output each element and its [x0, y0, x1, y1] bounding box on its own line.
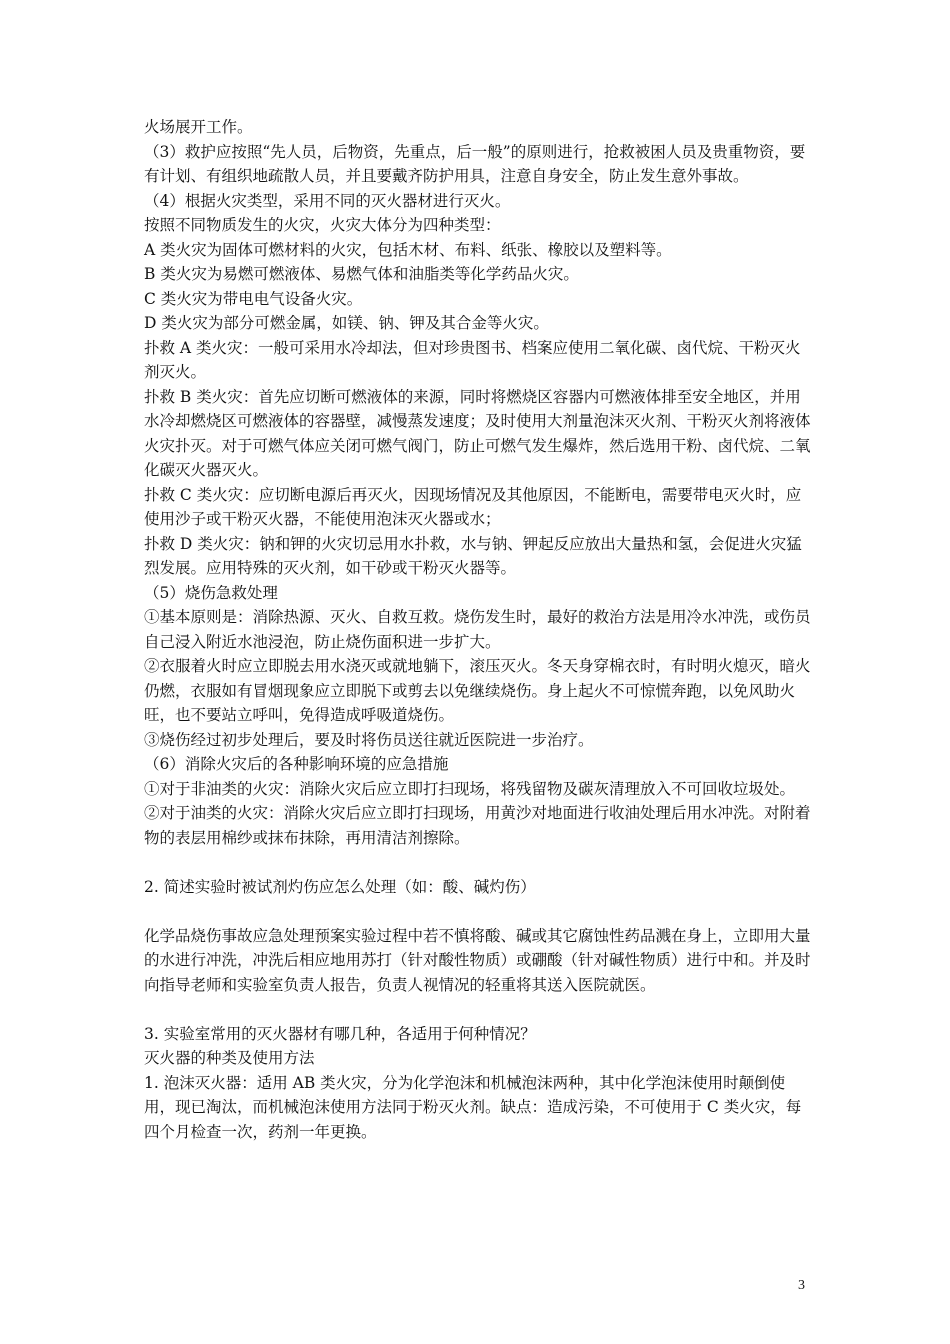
paragraph: 扑救 B 类火灾：首先应切断可燃液体的来源，同时将燃烧区容器内可燃液体排至安全地区，并用水冷却燃烧区可燃液体的容器壁，减慢蒸发速度；及时使用大剂量泡沫灭火剂、干粉灭火剂将液体火灾扑灭。对于可燃气体应关闭可燃气阀门，防止可燃气发生爆炸，然后选用干粉、卤代烷、二氧化碳灭火器灭火。 [144, 387, 811, 479]
paragraph: （3）救护应按照“先人员，后物资，先重点，后一般”的原则进行，抢救被困人员及贵重物资，要有计划、有组织地疏散人员，并且要戴齐防护用具，注意自身安全，防止发生意外事故。 [144, 142, 806, 185]
paragraph: ③烧伤经过初步处理后，要及时将伤员送往就近医院进一步治疗。 [144, 730, 594, 749]
paragraph: B 类火灾为易燃可燃液体、易燃气体和油脂类等化学药品火灾。 [144, 265, 579, 283]
paragraph: 火场展开工作。 [144, 118, 253, 136]
paragraph: D 类火灾为部分可燃金属，如镁、钠、钾及其合金等火灾。 [144, 314, 549, 332]
paragraph: ①基本原则是：消除热源、灭火、自救互救。烧伤发生时，最好的救治方法是用冷水冲洗，或伤员自己浸入附近水池浸泡，防止烧伤面积进一步扩大。 [144, 608, 811, 651]
section-heading: （5）烧伤急救处理 [144, 583, 278, 602]
question-heading: 2. 简述实验时被试剂灼伤应怎么处理（如：酸、碱灼伤） [144, 877, 536, 896]
spacer [144, 850, 814, 875]
page-number: 3 [798, 1278, 805, 1293]
paragraph: 扑救 C 类火灾：应切断电源后再灭火，因现场情况及其他原因，不能断电，需要带电灭火时，应使用沙子或干粉灭火器，不能使用泡沫灭火器或水； [144, 485, 802, 528]
paragraph: 1. 泡沫灭火器：适用 AB 类火灾，分为化学泡沫和机械泡沫两种，其中化学泡沫使用时颠倒使用，现已淘汰，而机械泡沫使用方法同于粉灭火剂。缺点：造成污染，不可使用于 C 类火灾，每四个月检查一次，药剂一年更换。 [144, 1073, 802, 1141]
section-heading: （6）消除火灾后的各种影响环境的应急措施 [144, 755, 449, 773]
paragraph: 化学品烧伤事故应急处理预案实验过程中若不慎将酸、碱或其它腐蚀性药品溅在身上，立即用大量的水进行冲洗，冲洗后相应地用苏打（针对酸性物质）或硼酸（针对碱性物质）进行中和。并及时向指导老师和实验室负责人报告，负责人视情况的轻重将其送入医院就医。 [144, 926, 811, 994]
paragraph: A 类火灾为固体可燃材料的火灾，包括木材、布料、纸张、橡胶以及塑料等。 [144, 240, 672, 259]
paragraph: 扑救 D 类火灾：钠和钾的火灾切忌用水扑救，水与钠、钾起反应放出大量热和氢，会促进火灾猛烈发展。应用特殊的灭火剂，如干砂或干粉灭火器等。 [144, 534, 802, 577]
paragraph: （4）根据火灾类型，采用不同的灭火器材进行灭火。 [144, 191, 511, 210]
question-heading: 3. 实验室常用的灭火器材有哪几种，各适用于何种情况？ [144, 1024, 536, 1043]
paragraph: ②对于油类的火灾：消除火灾后应立即打扫现场，用黄沙对地面进行收油处理后用水冲洗。对附着物的表层用棉纱或抹布抹除，再用清洁剂擦除。 [144, 804, 811, 847]
paragraph: ②衣服着火时应立即脱去用水浇灭或就地躺下，滚压灭火。冬天身穿棉衣时，有时明火熄灭，暗火仍燃，衣服如有冒烟现象应立即脱下或剪去以免继续烧伤。身上起火不可惊慌奔跑，以免风助火旺，也不要站立呼叫，免得造成呼吸道烧伤。 [144, 657, 811, 724]
paragraph: 按照不同物质发生的火灾，火灾大体分为四种类型： [144, 216, 501, 234]
paragraph: ①对于非油类的火灾：消除火灾后应立即打扫现场，将残留物及碳灰清理放入不可回收垃圾处。 [144, 779, 796, 798]
paragraph: C 类火灾为带电电气设备火灾。 [144, 289, 363, 308]
spacer [144, 997, 814, 1022]
spacer [144, 899, 814, 924]
document-body [144, 115, 814, 1144]
paragraph: 扑救 A 类火灾：一般可采用水冷却法，但对珍贵图书、档案应使用二氧化碳、卤代烷、干粉灭火剂灭火。 [144, 338, 801, 381]
section-heading: 灭火器的种类及使用方法 [144, 1049, 315, 1067]
